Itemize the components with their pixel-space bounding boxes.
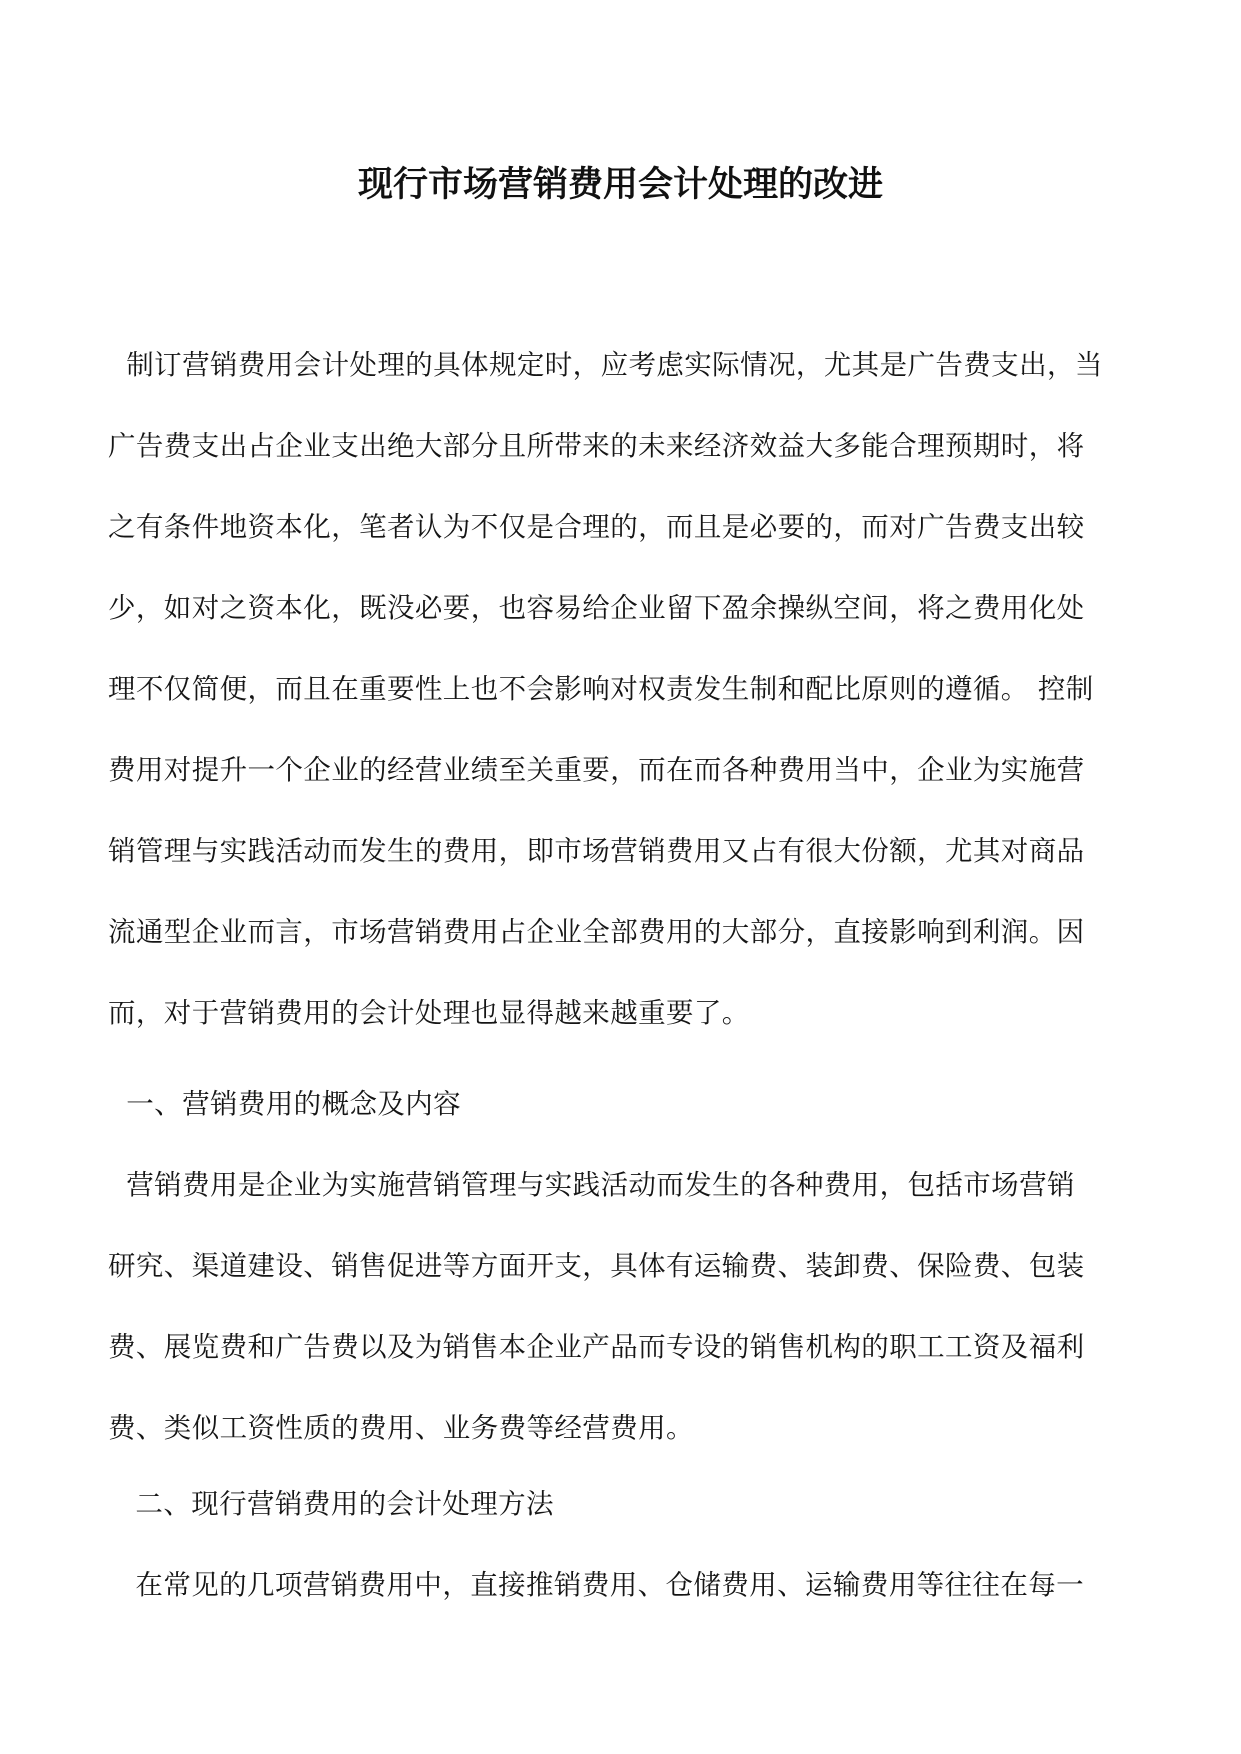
paragraph-line: 制订营销费用会计处理的具体规定时，应考虑实际情况，尤其是广告费支出，当 xyxy=(108,349,1103,381)
paragraph-definition xyxy=(108,1145,1140,1469)
section-heading-text: 一、营销费用的概念及内容 xyxy=(108,1088,462,1120)
paragraph-line: 少，如对之资本化，既没必要，也容易给企业留下盈余操纵空间，将之费用化处 xyxy=(108,592,1085,624)
paragraph-line: 营销费用是企业为实施营销管理与实践活动而发生的各种费用，包括市场营销 xyxy=(108,1169,1075,1201)
paragraph-line: 研究、渠道建设、销售促进等方面开支，具体有运输费、装卸费、保险费、包装 xyxy=(108,1250,1085,1282)
section-heading-text: 二、现行营销费用的会计处理方法 xyxy=(108,1488,554,1520)
paragraph-line: 费用对提升一个企业的经营业绩至关重要，而在而各种费用当中，企业为实施营 xyxy=(108,754,1085,786)
paragraph-line: 广告费支出占企业支出绝大部分且所带来的未来经济效益大多能合理预期时，将 xyxy=(108,430,1085,462)
paragraph-intro xyxy=(108,325,1140,1054)
paragraph-line: 而，对于营销费用的会计处理也显得越来越重要了。 xyxy=(108,997,750,1029)
section-heading-2 xyxy=(108,1464,1140,1545)
paragraph-line: 销管理与实践活动而发生的费用，即市场营销费用又占有很大份额，尤其对商品 xyxy=(108,835,1085,867)
document-title: 现行市场营销费用会计处理的改进 xyxy=(357,164,883,205)
paragraph-line: 费、展览费和广告费以及为销售本企业产品而专设的销售机构的职工工资及福利 xyxy=(108,1331,1085,1363)
paragraph-line: 费、类似工资性质的费用、业务费等经营费用。 xyxy=(108,1412,694,1444)
paragraph-line: 流通型企业而言，市场营销费用占企业全部费用的大部分，直接影响到利润。因 xyxy=(108,916,1085,948)
paragraph-line: 在常见的几项营销费用中，直接推销费用、仓储费用、运输费用等往往在每一 xyxy=(108,1569,1085,1601)
paragraph-line: 理不仅简便，而且在重要性上也不会影响对权责发生制和配比原则的遵循。 控制 xyxy=(108,673,1094,705)
paragraph-line: 之有条件地资本化，笔者认为不仅是合理的，而且是必要的，而对广告费支出较 xyxy=(108,511,1085,543)
paragraph-methods xyxy=(108,1545,1140,1626)
section-heading-1 xyxy=(108,1064,1140,1145)
